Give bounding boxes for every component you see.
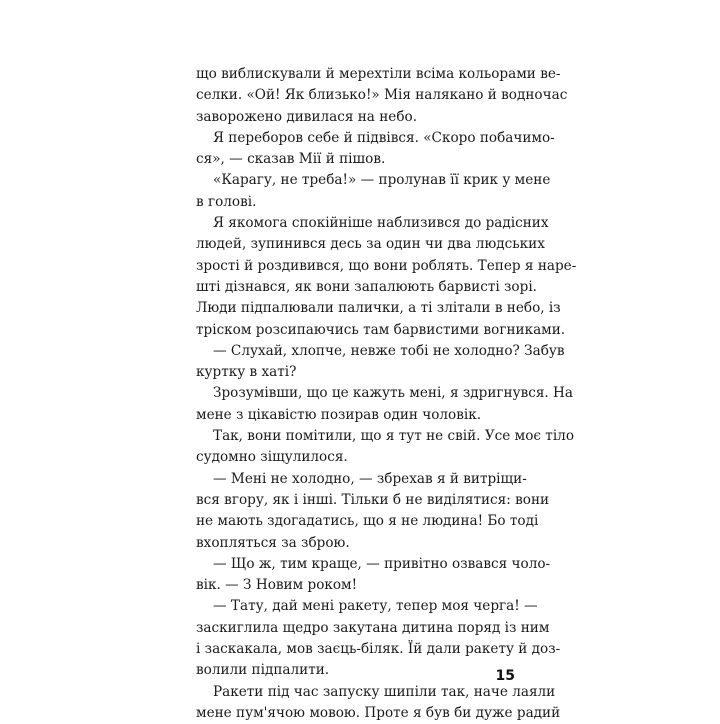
text-line: — Що ж, тим краще, — привітно озвався чоло- [213, 555, 551, 572]
text-line: Люди підпалювали палички, а ті злітали в небо, із [196, 300, 561, 317]
text-line: заскиглила щедро закутана дитина поряд із ним [196, 619, 550, 636]
text-line: — Мені не холодно, — збрехав я й витріщи- [213, 470, 527, 487]
text-line: зрості й роздивився, що вони роблять. Тепер я наре- [196, 257, 577, 274]
text-line: тріском розсипаючись там барвистими вогниками. [196, 321, 566, 338]
text-line: мене пум'ячою мовою. Проте я був би дуже радий [196, 704, 561, 721]
text-line: мене з цікавістю позирав один чоловік. [196, 406, 482, 423]
text-line: куртку в хаті? [196, 364, 297, 381]
text-line: не мають здогадатись, що я не людина! Бо тоді [196, 513, 539, 530]
text-line: Я переборов себе й підвівся. «Скоро побачимо- [213, 129, 555, 146]
text-line: ся», — сказав Мії й пішов. [196, 151, 386, 168]
text-line: в голові. [196, 193, 257, 210]
text-line: заворожено дивилася на небо. [196, 108, 418, 125]
text-line: Так, вони помітили, що я тут не свій. Усе моє тіло [213, 428, 574, 445]
text-line: Ракети під час запуску шипіли так, наче лаяли [213, 683, 556, 700]
body-text [196, 64, 577, 724]
text-line: шті дізнався, як вони запалюють барвисті зорі. [196, 278, 537, 295]
text-line: вік. — З Новим роком! [196, 577, 358, 594]
text-line: «Карагу, не треба!» — пролунав її крик у мене [213, 172, 551, 189]
text-line: Зрозумівши, що це кажуть мені, я здригнувся. На [213, 385, 574, 402]
text-line: що виблискували й мерехтіли всіма кольорами ве- [196, 66, 561, 82]
text-line: — Слухай, хлопче, невже тобі не холодно? Забув [213, 342, 565, 359]
text-line: Я якомога спокійніше наблизився до радісних [213, 215, 549, 232]
text-line: волили підпалити. [196, 662, 330, 679]
text-line: селки. «Ой! Як близько!» Мія налякано й водночас [196, 87, 568, 104]
text-line: судомно зіщулилося. [196, 449, 348, 466]
text-line: людей, зупинився десь за один чи два людських [196, 236, 545, 253]
page-number: 15 [495, 668, 515, 684]
text-line: і заскакала, мов заєць-біляк. Їй дали ракету й доз- [196, 641, 561, 658]
text-line: вся вгору, як і інші. Тільки б не виділятися: вони [196, 491, 550, 508]
text-line: — Тату, дай мені ракету, тепер моя черга! — [213, 598, 538, 615]
text-line: вхопляться за зброю. [196, 534, 350, 551]
